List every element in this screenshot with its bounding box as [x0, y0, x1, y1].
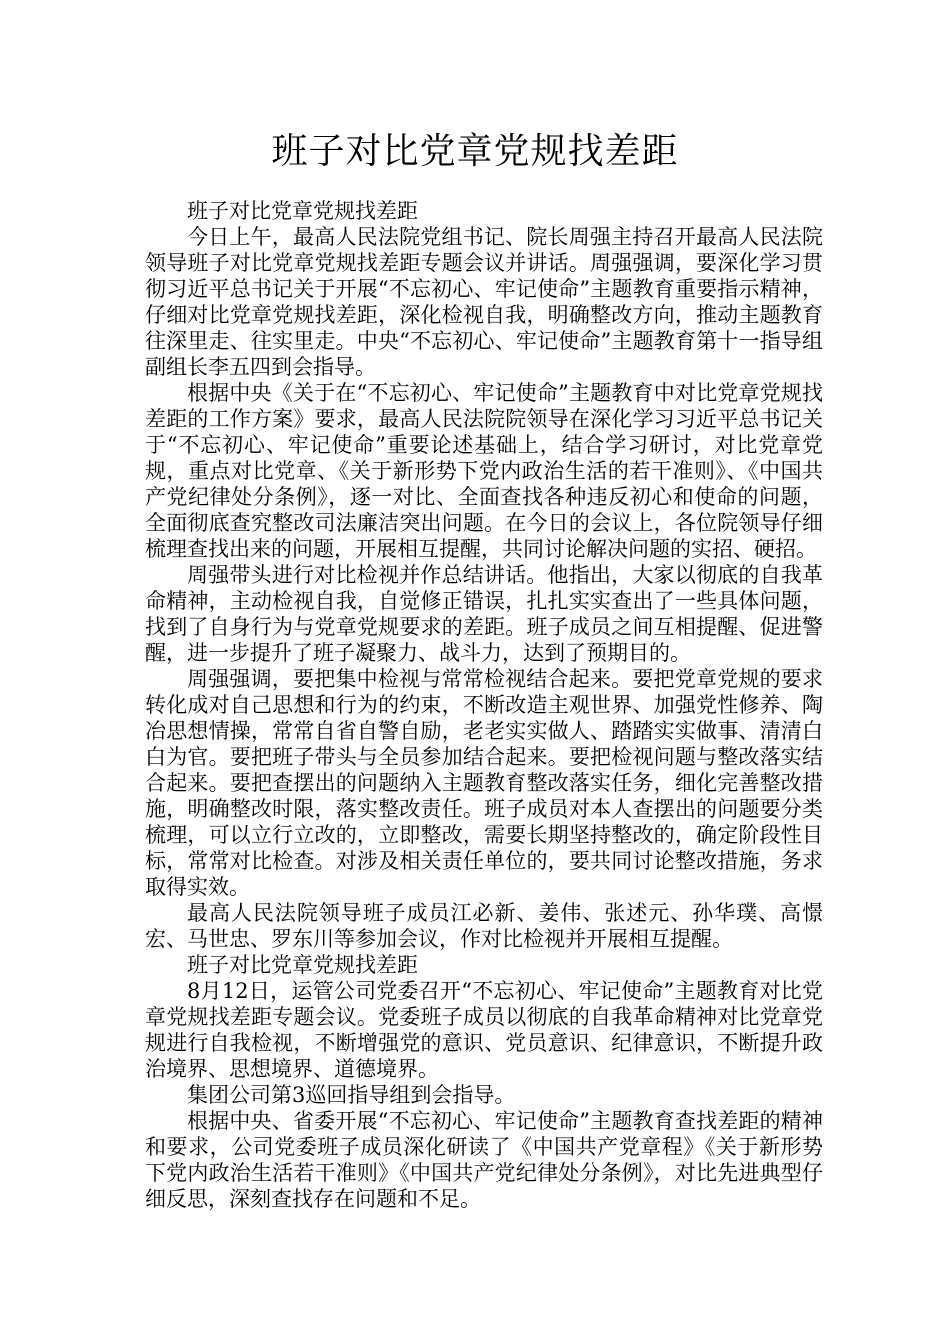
- paragraph: 班子对比党章党规找差距: [187, 199, 418, 223]
- document-title: 班子对比党章党规找差距: [271, 131, 679, 172]
- paragraph: 周强带头进行对比检视并作总结讲话。他指出，大家以彻底的自我革命精神，主动检视自我，自觉修正错误，扎扎实实查出了一些具体问题，找到了自身行为与党章党规要求的差距。班子成员之间互相提醒、促进警醒，进一步提升了班子凝聚力、战斗力，达到了预期目的。: [145, 563, 823, 665]
- paragraph: 根据中央、省委开展“不忘初心、牢记使命”主题教育查找差距的精神和要求，公司党委班子成员深化研读了《中国共产党章程》《关于新形势下党内政治生活若干准则》《中国共产党纪律处分条例》，对比先进典型仔细反思，深刻查找存在问题和不足。: [145, 1109, 823, 1211]
- paragraph: 根据中央《关于在“不忘初心、牢记使命”主题教育中对比党章党规找差距的工作方案》要求，最高人民法院院领导在深化学习习近平总书记关于“不忘初心、牢记使命”重要论述基础上，结合学习研讨，对比党章党规，重点对比党章、《关于新形势下党内政治生活的若干准则》、《中国共产党纪律处分条例》，逐一对比、全面查找各种违反初心和使命的问题，全面彻底查究整改司法廉洁突出问题。在今日的会议上，各位院领导仔细梳理查找出来的问题，开展相互提醒，共同讨论解决问题的实招、硬招。: [145, 381, 823, 561]
- paragraph: 最高人民法院领导班子成员江必新、姜伟、张述元、孙华璞、高憬宏、马世忠、罗东川等参加会议，作对比检视并开展相互提醒。: [145, 901, 823, 951]
- paragraph: 班子对比党章党规找差距: [187, 953, 418, 977]
- paragraph: 8月12日，运管公司党委召开“不忘初心、牢记使命”主题教育对比党章党规找差距专题会议。党委班子成员以彻底的自我革命精神对比党章党规进行自我检视，不断增强党的意识、党员意识、纪律意识，不断提升政治境界、思想境界、道德境界。: [145, 979, 823, 1081]
- document-body: [145, 198, 823, 1212]
- paragraph: 今日上午，最高人民法院党组书记、院长周强主持召开最高人民法院领导班子对比党章党规找差距专题会议并讲话。周强强调，要深化学习贯彻习近平总书记关于开展“不忘初心、牢记使命”主题教育重要指示精神，仔细对比党章党规找差距，深化检视自我，明确整改方向，推动主题教育往深里走、往实里走。中央“不忘初心、牢记使命”主题教育第十一指导组副组长李五四到会指导。: [145, 225, 823, 379]
- paragraph: 集团公司第3巡回指导组到会指导。: [187, 1083, 516, 1107]
- paragraph: 周强强调，要把集中检视与常常检视结合起来。要把党章党规的要求转化成对自己思想和行为的约束，不断改造主观世界、加强党性修养、陶冶思想情操，常常自省自警自励，老老实实做人、踏踏实实做事、清清白白为官。要把班子带头与全员参加结合起来。要把检视问题与整改落实结合起来。要把查摆出的问题纳入主题教育整改落实任务，细化完善整改措施，明确整改时限，落实整改责任。班子成员对本人查摆出的问题要分类梳理，可以立行立改的，立即整改，需要长期坚持整改的，确定阶段性目标，常常对比检查。对涉及相关责任单位的，要共同讨论整改措施，务求取得实效。: [145, 667, 823, 899]
